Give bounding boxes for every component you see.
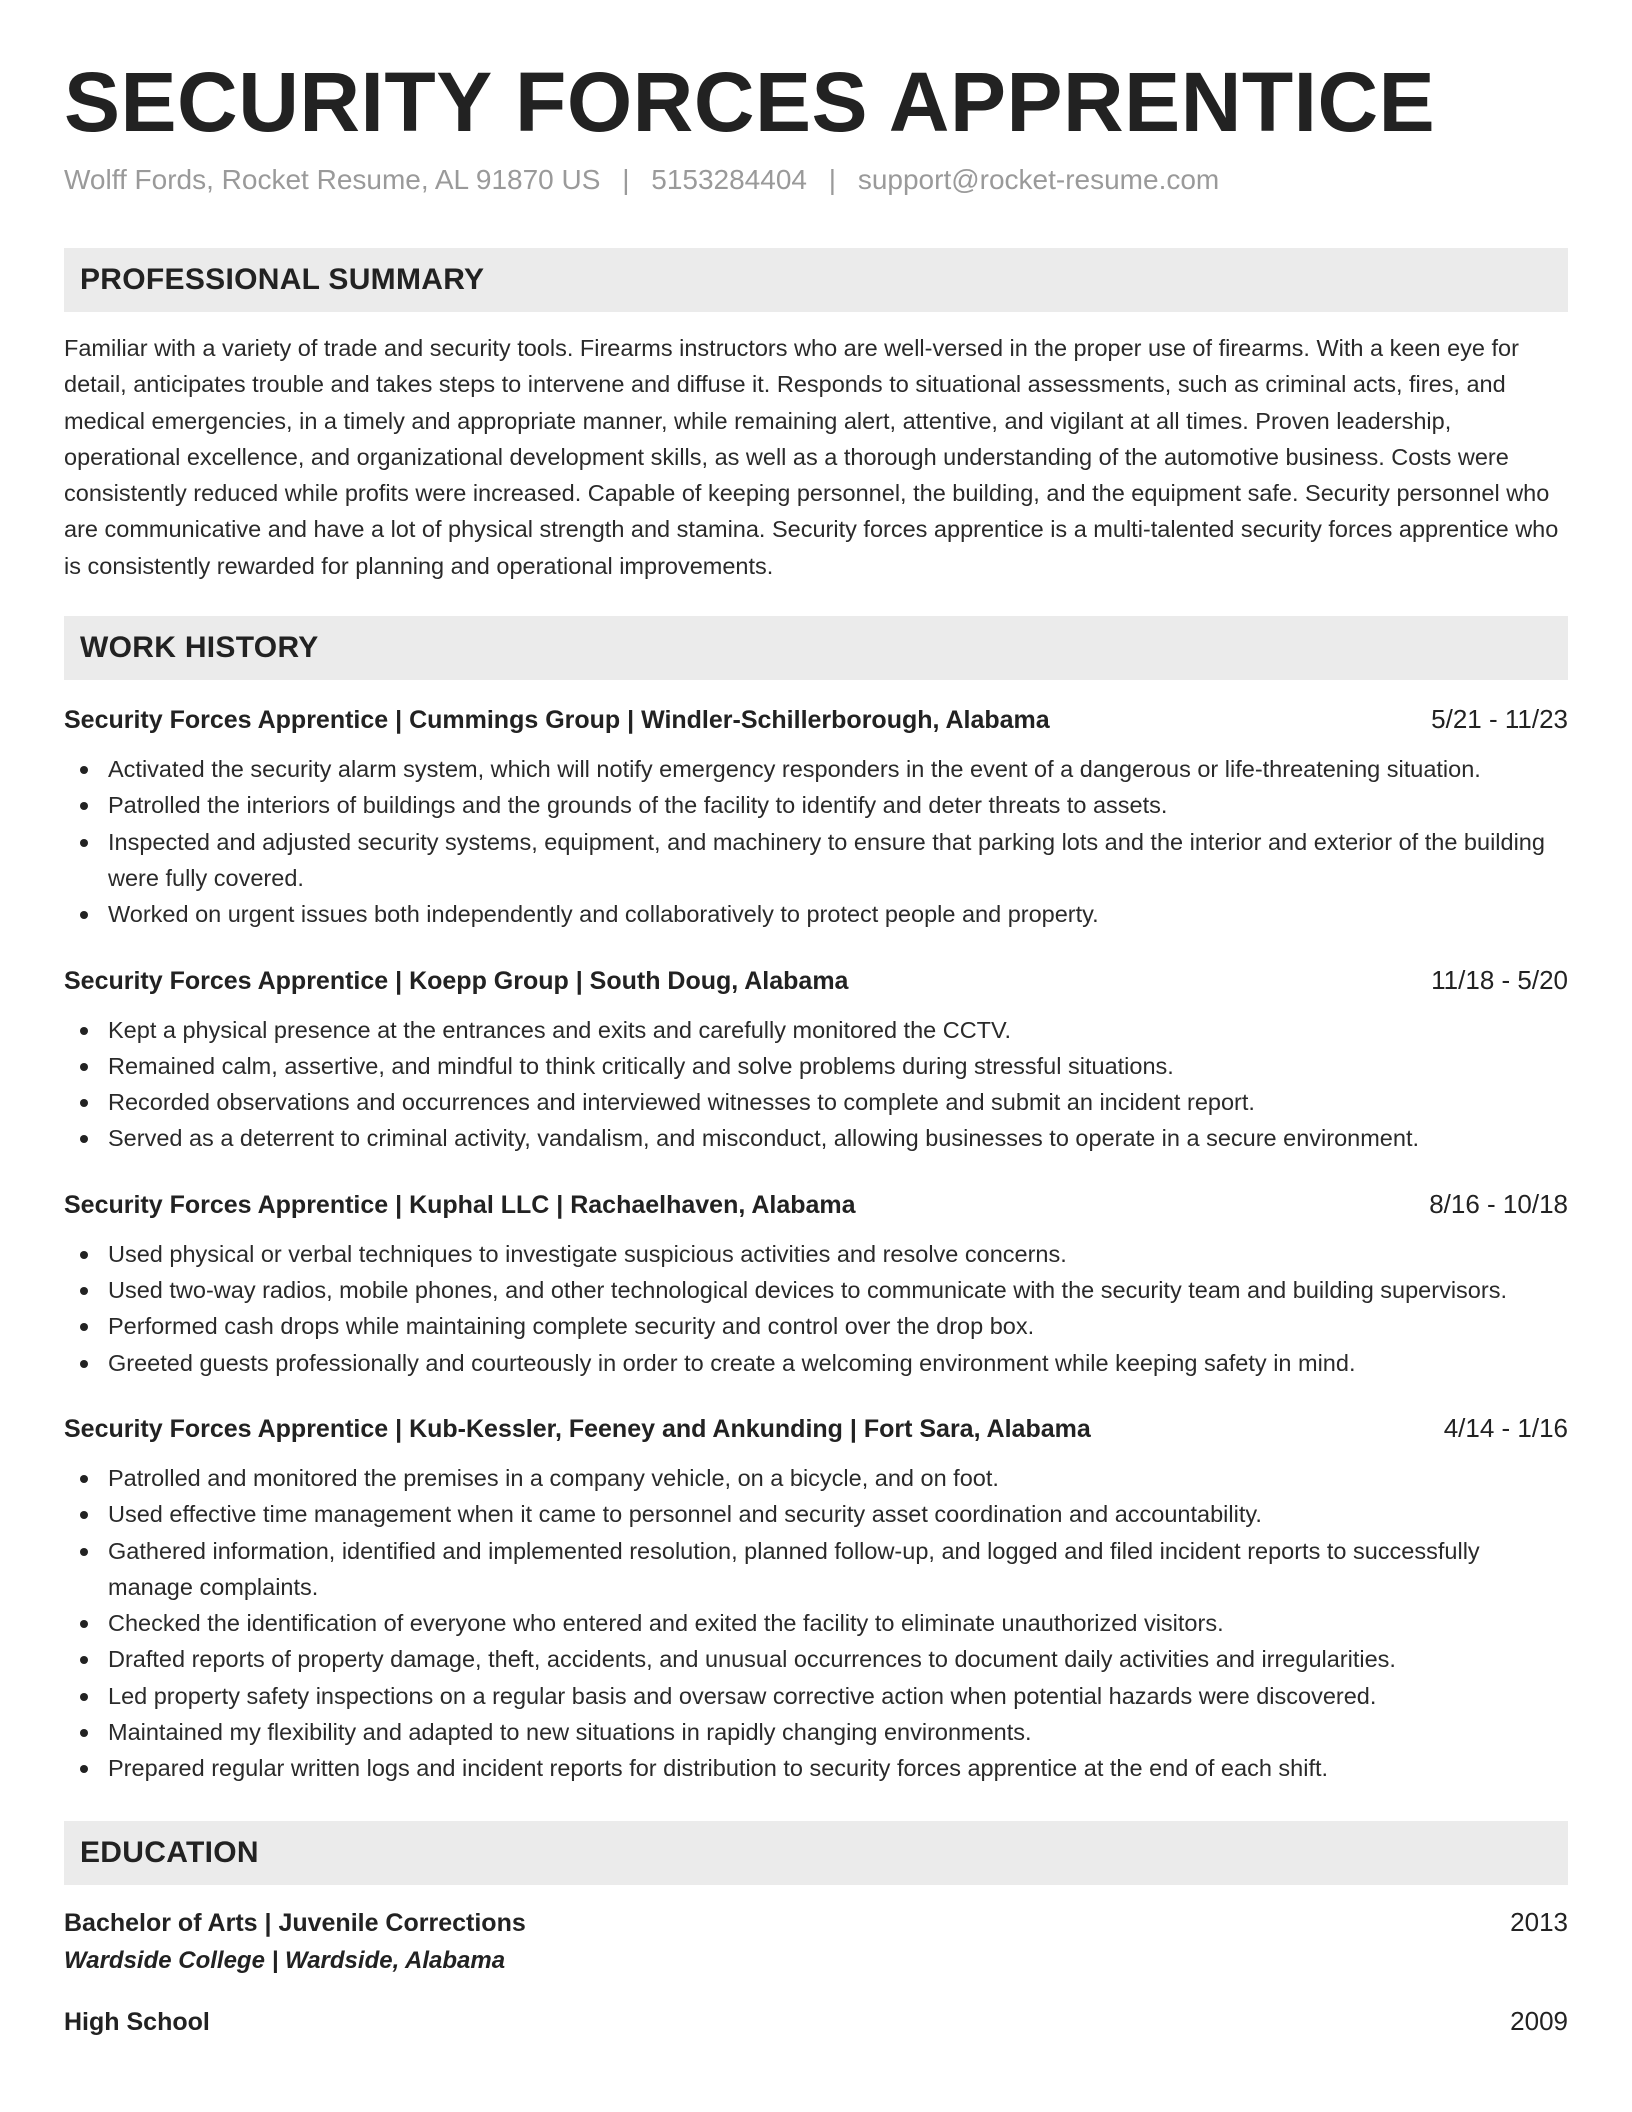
section-title: PROFESSIONAL SUMMARY (80, 263, 485, 296)
job-bullet (64, 1678, 1568, 1714)
education-degree: High School (64, 2007, 210, 2036)
job-bullet (64, 1345, 1568, 1381)
job-header (64, 1187, 1568, 1222)
job-bullet-list (64, 1460, 1568, 1787)
job-bullet-text: Patrolled the interiors of buildings and the grounds of the facility to identify and deter threats to assets. (108, 792, 1168, 819)
job-dates: 8/16 - 10/18 (1429, 1188, 1568, 1219)
bullet-icon (80, 1287, 88, 1295)
job-bullet-text: Worked on urgent issues both independently and collaboratively to protect people and property. (108, 901, 1099, 928)
job-bullet (64, 1012, 1568, 1048)
job-entry (64, 1411, 1568, 1787)
job-bullet-list (64, 751, 1568, 932)
job-bullet-list (64, 1012, 1568, 1157)
job-header (64, 702, 1568, 737)
job-bullet-text: Led property safety inspections on a regular basis and oversaw corrective action when potential hazards were discovered. (108, 1682, 1377, 1709)
job-bullet-text: Performed cash drops while maintaining complete security and control over the drop box. (108, 1313, 1035, 1340)
contact-line (64, 162, 1568, 198)
job-bullet-text: Used physical or verbal techniques to investigate suspicious activities and resolve concerns. (108, 1240, 1067, 1267)
job-title: Security Forces Apprentice | Kuphal LLC | Rachaelhaven, Alabama (64, 1190, 856, 1219)
job-header (64, 963, 1568, 998)
job-bullet-text: Recorded observations and occurrences and interviewed witnesses to complete and submit an incident report. (108, 1089, 1255, 1116)
job-bullet (64, 1533, 1568, 1606)
bullet-icon (80, 839, 88, 847)
job-bullet-text: Kept a physical presence at the entrances and exits and carefully monitored the CCTV. (108, 1016, 1012, 1043)
job-bullet (64, 896, 1568, 932)
job-entry (64, 1187, 1568, 1381)
education-list (64, 1905, 1568, 2039)
job-bullet-text: Maintained my flexibility and adapted to new situations in rapidly changing environments. (108, 1719, 1032, 1746)
job-bullet-text: Greeted guests professionally and courteously in order to create a welcoming environment while keeping safety in mind. (108, 1349, 1356, 1376)
job-bullet (64, 1641, 1568, 1677)
section-title: WORK HISTORY (80, 631, 319, 665)
contact-email: support@rocket-resume.com (857, 164, 1220, 195)
job-bullet-text: Drafted reports of property damage, theft, accidents, and unusual occurrences to document daily activities and irregularities. (108, 1646, 1396, 1673)
bullet-icon (80, 1360, 88, 1368)
job-bullet-list (64, 1236, 1568, 1381)
bullet-icon (80, 1099, 88, 1107)
job-bullet (64, 1084, 1568, 1120)
bullet-icon (80, 1475, 88, 1483)
job-bullet (64, 1496, 1568, 1532)
job-bullet (64, 787, 1568, 823)
education-school: Wardside College | Wardside, Alabama (64, 1946, 506, 1974)
education-header (64, 1905, 1568, 1940)
job-bullet-text: Patrolled and monitored the premises in a company vehicle, on a bicycle, and on foot. (108, 1464, 999, 1491)
job-bullet-text: Checked the identification of everyone who entered and exited the facility to eliminate unauthorized visitors. (108, 1610, 1224, 1637)
job-title: Security Forces Apprentice | Cummings Group | Windler-Schillerborough, Alabama (64, 706, 1050, 735)
job-bullet (64, 1605, 1568, 1641)
bullet-icon (80, 1729, 88, 1737)
bullet-icon (80, 1511, 88, 1519)
education-year: 2013 (1510, 1906, 1568, 1937)
job-bullet-text: Used two-way radios, mobile phones, and other technological devices to communicate with the security team and building supervisors. (108, 1277, 1507, 1304)
job-bullet-text: Prepared regular written logs and incident reports for distribution to security forces apprentice at the end of each shift. (108, 1755, 1329, 1782)
job-dates: 5/21 - 11/23 (1431, 704, 1568, 735)
education-header (64, 2004, 1568, 2039)
bullet-icon (80, 1656, 88, 1664)
job-bullet (64, 1460, 1568, 1496)
resume-name: SECURITY FORCES APPRENTICE (64, 55, 1436, 149)
education-degree: Bachelor of Arts | Juvenile Corrections (64, 1908, 526, 1937)
education-entry (64, 2004, 1568, 2039)
job-dates: 11/18 - 5/20 (1431, 964, 1568, 995)
job-bullet (64, 824, 1568, 897)
contact-address: Wolff Fords, Rocket Resume, AL 91870 US (64, 164, 601, 195)
bullet-icon (80, 911, 88, 919)
education-entry (64, 1905, 1568, 1976)
contact-separator: | (828, 164, 837, 195)
job-bullet (64, 1750, 1568, 1786)
job-title: Security Forces Apprentice | Kub-Kessler, Feeney and Ankunding | Fort Sara, Alabama (64, 1414, 1091, 1443)
section-header-education (64, 1821, 1568, 1885)
bullet-icon (80, 1251, 88, 1259)
section-header-work-history (64, 616, 1568, 680)
education-year: 2009 (1510, 2005, 1568, 2036)
bullet-icon (80, 1620, 88, 1628)
work-history-list (64, 702, 1568, 1787)
bullet-icon (80, 1027, 88, 1035)
bullet-icon (80, 1765, 88, 1773)
bullet-icon (80, 802, 88, 810)
job-bullet-text: Remained calm, assertive, and mindful to think critically and solve problems during stressful situations. (108, 1052, 1174, 1079)
job-bullet (64, 1714, 1568, 1750)
contact-phone: 5153284404 (651, 164, 807, 195)
job-bullet (64, 1272, 1568, 1308)
job-bullet (64, 1048, 1568, 1084)
contact-separator: | (622, 164, 630, 195)
job-bullet-text: Served as a deterrent to criminal activity, vandalism, and misconduct, allowing businesses to operate in a secure environment. (108, 1125, 1419, 1152)
bullet-icon (80, 1135, 88, 1143)
job-bullet (64, 1120, 1568, 1156)
bullet-icon (80, 1323, 88, 1331)
section-title: EDUCATION (80, 1835, 259, 1869)
job-bullet-text: Activated the security alarm system, which will notify emergency responders in the event of a dangerous or life-threatening situation. (108, 756, 1481, 783)
summary-text: Familiar with a variety of trade and security tools. Firearms instructors who are well-versed in the proper use of firearms. With a keen eye for detail, anticipates trouble and takes steps to intervene and diffuse it. Responds to situational assessments, such as criminal acts, fires, and medical emergencies, in a timely and appropriate manner, while remaining alert, attentive, and vigilant at all times. Proven leadership, operational excellence, and organizational development skills, as well as a thorough understanding of the automotive business. Costs were consistently reduced while profits were increased. Capable of keeping personnel, the building, and the equipment safe. Security personnel who are communicative and have a lot of physical strength and stamina. Security forces apprentice is a multi-talented security forces apprentice who is consistently rewarded for planning and operational improvements. (64, 335, 1559, 579)
job-dates: 4/14 - 1/16 (1443, 1412, 1568, 1443)
section-header-summary (64, 248, 1568, 312)
bullet-icon (80, 1693, 88, 1701)
job-bullet-text: Inspected and adjusted security systems, equipment, and machinery to ensure that parking lots and the interior and exterior of the building were fully covered. (108, 828, 1545, 891)
job-bullet-text: Used effective time management when it came to personnel and security asset coordination and accountability. (108, 1501, 1262, 1528)
bullet-icon (80, 766, 88, 774)
job-bullet (64, 751, 1568, 787)
bullet-icon (80, 1548, 88, 1556)
job-entry (64, 963, 1568, 1157)
job-entry (64, 702, 1568, 932)
job-bullet (64, 1308, 1568, 1344)
job-bullet-text: Gathered information, identified and implemented resolution, planned follow-up, and logged and filed incident reports to successfully manage complaints. (108, 1537, 1480, 1600)
job-title: Security Forces Apprentice | Koepp Group | South Doug, Alabama (64, 966, 849, 995)
bullet-icon (80, 1063, 88, 1071)
job-bullet (64, 1236, 1568, 1272)
job-header (64, 1411, 1568, 1446)
